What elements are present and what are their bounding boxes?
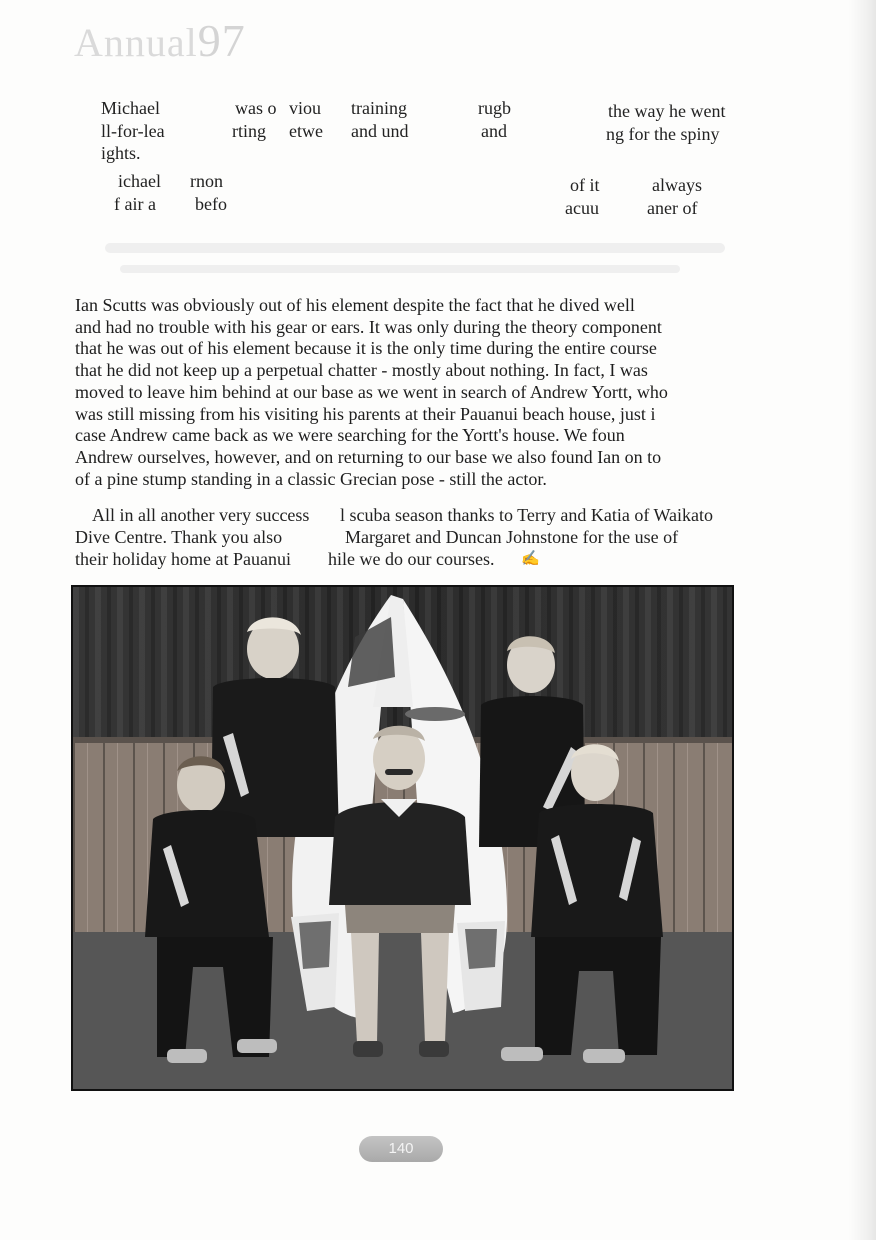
text-line: Ian Scutts was obviously out of his element despite the fact that he dived well	[75, 295, 635, 315]
fragment: ights.	[101, 143, 141, 163]
text-line: moved to leave him behind at our base as we went in search of Andrew Yortt, who	[75, 381, 668, 402]
text-fragment: Dive Centre. Thank you also	[75, 527, 283, 547]
faint-header-text: Annual	[74, 20, 198, 65]
text-line: that he was out of his element because it is the only time during the entire course	[75, 338, 657, 359]
text-line: of a pine stump standing in a classic Grecian pose - still the actor.	[75, 468, 547, 489]
text-line: that he did not keep up a perpetual chatter - mostly about nothing. In fact, I was	[75, 360, 648, 381]
text-line: case Andrew came back as we were searching for the Yortt's house. We foun	[75, 425, 625, 446]
erased-text-residue	[120, 265, 680, 273]
text-fragment: their holiday home at Pauanui	[75, 549, 291, 569]
text-fragment: Margaret and Duncan Johnstone for the use of	[345, 527, 679, 547]
text-line: was still missing from his visiting his parents at their Pauanui beach house, just i	[75, 403, 656, 424]
fragment: ng for the spiny	[606, 124, 720, 144]
fragment: Michael	[101, 98, 160, 118]
fragment: f air a	[114, 194, 156, 214]
fragment: rugb	[478, 98, 511, 118]
end-mark-icon: ✍	[521, 551, 540, 567]
fragment: acuu	[565, 198, 599, 218]
text-line: Andrew ourselves, however, and on returning to our base we also found Ian on to	[75, 446, 662, 467]
text-fragment: hile we do our courses.	[328, 549, 495, 569]
page-edge-shadow	[848, 0, 876, 1240]
faint-header-year: 97	[197, 15, 246, 66]
text-fragment: All in all another very success	[92, 505, 310, 525]
fragment: training	[351, 98, 407, 118]
faint-header	[74, 14, 246, 67]
erased-text-residue	[105, 243, 725, 253]
fragment: and und	[351, 121, 409, 141]
text-fragment: l scuba season thanks to Terry and Katia of Waikato	[340, 505, 714, 525]
fragment: was o	[235, 98, 277, 118]
photo-illustration	[73, 587, 732, 1089]
body-paragraph	[75, 295, 737, 490]
fragment: befo	[195, 194, 227, 214]
fragment: always	[652, 175, 702, 195]
fragment: and	[481, 121, 507, 141]
page-number-badge: 140	[359, 1136, 443, 1162]
fragment: the way he went	[608, 101, 726, 121]
fragment: ll-for-lea	[101, 121, 165, 141]
fragment: etwe	[289, 121, 323, 141]
fragment: of it	[570, 175, 600, 195]
fragment: viou	[289, 98, 322, 118]
group-photo	[71, 585, 734, 1091]
fragment: ichael	[118, 171, 161, 191]
text-line: and had no trouble with his gear or ears. It was only during the theory component	[75, 316, 662, 337]
fragment: rnon	[190, 171, 223, 191]
fragment: aner of	[647, 198, 698, 218]
fragment: rting	[232, 121, 266, 141]
